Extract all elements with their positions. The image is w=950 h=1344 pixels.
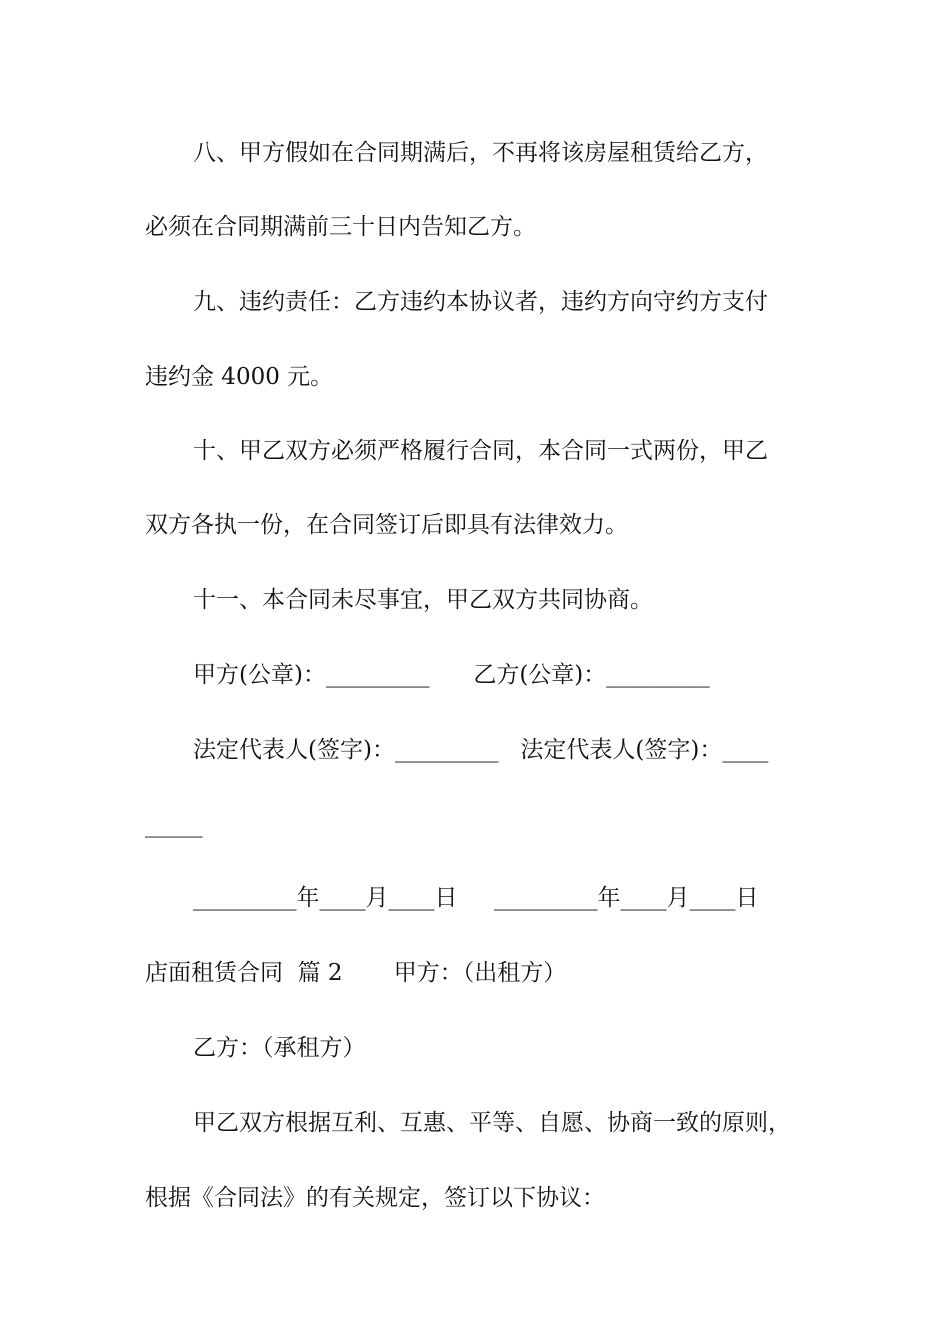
paragraph-10-line-1: 十、甲乙双方必须严格履行合同，本合同一式两份，甲乙 (193, 438, 768, 464)
signature-blank-continuation: _____ (145, 812, 203, 838)
paragraph-10-line-2: 双方各执一份，在合同签订后即具有法律效力。 (145, 512, 628, 538)
paragraph-8-line-1: 八、甲方假如在合同期满后，不再将该房屋租赁给乙方， (193, 140, 768, 166)
contract-2-intro-line-1: 甲乙双方根据互利、互惠、平等、自愿、协商一致的原则， (193, 1110, 791, 1136)
seal-line: 甲方(公章)：_________ 乙方(公章)：_________ (193, 662, 710, 688)
paragraph-9-line-2: 违约金 4000 元。 (145, 364, 334, 390)
paragraph-11: 十一、本合同未尽事宜，甲乙双方共同协商。 (193, 587, 653, 613)
paragraph-9-line-1: 九、违约责任：乙方违约本协议者，违约方向守约方支付 (193, 289, 768, 315)
party-b-line: 乙方：（承租方） (193, 1035, 366, 1061)
contract-2-title-line: 店面租赁合同 篇 2 甲方：（出租方） (145, 960, 567, 986)
date-line: _________年____月____日 _________年____月____日 (193, 885, 759, 911)
contract-2-intro-line-2: 根据《合同法》的有关规定，签订以下协议： (145, 1185, 605, 1211)
representative-signature-line: 法定代表人(签字)：_________ 法定代表人(签字)：____ (193, 737, 769, 763)
paragraph-8-line-2: 必须在合同期满前三十日内告知乙方。 (145, 214, 536, 240)
